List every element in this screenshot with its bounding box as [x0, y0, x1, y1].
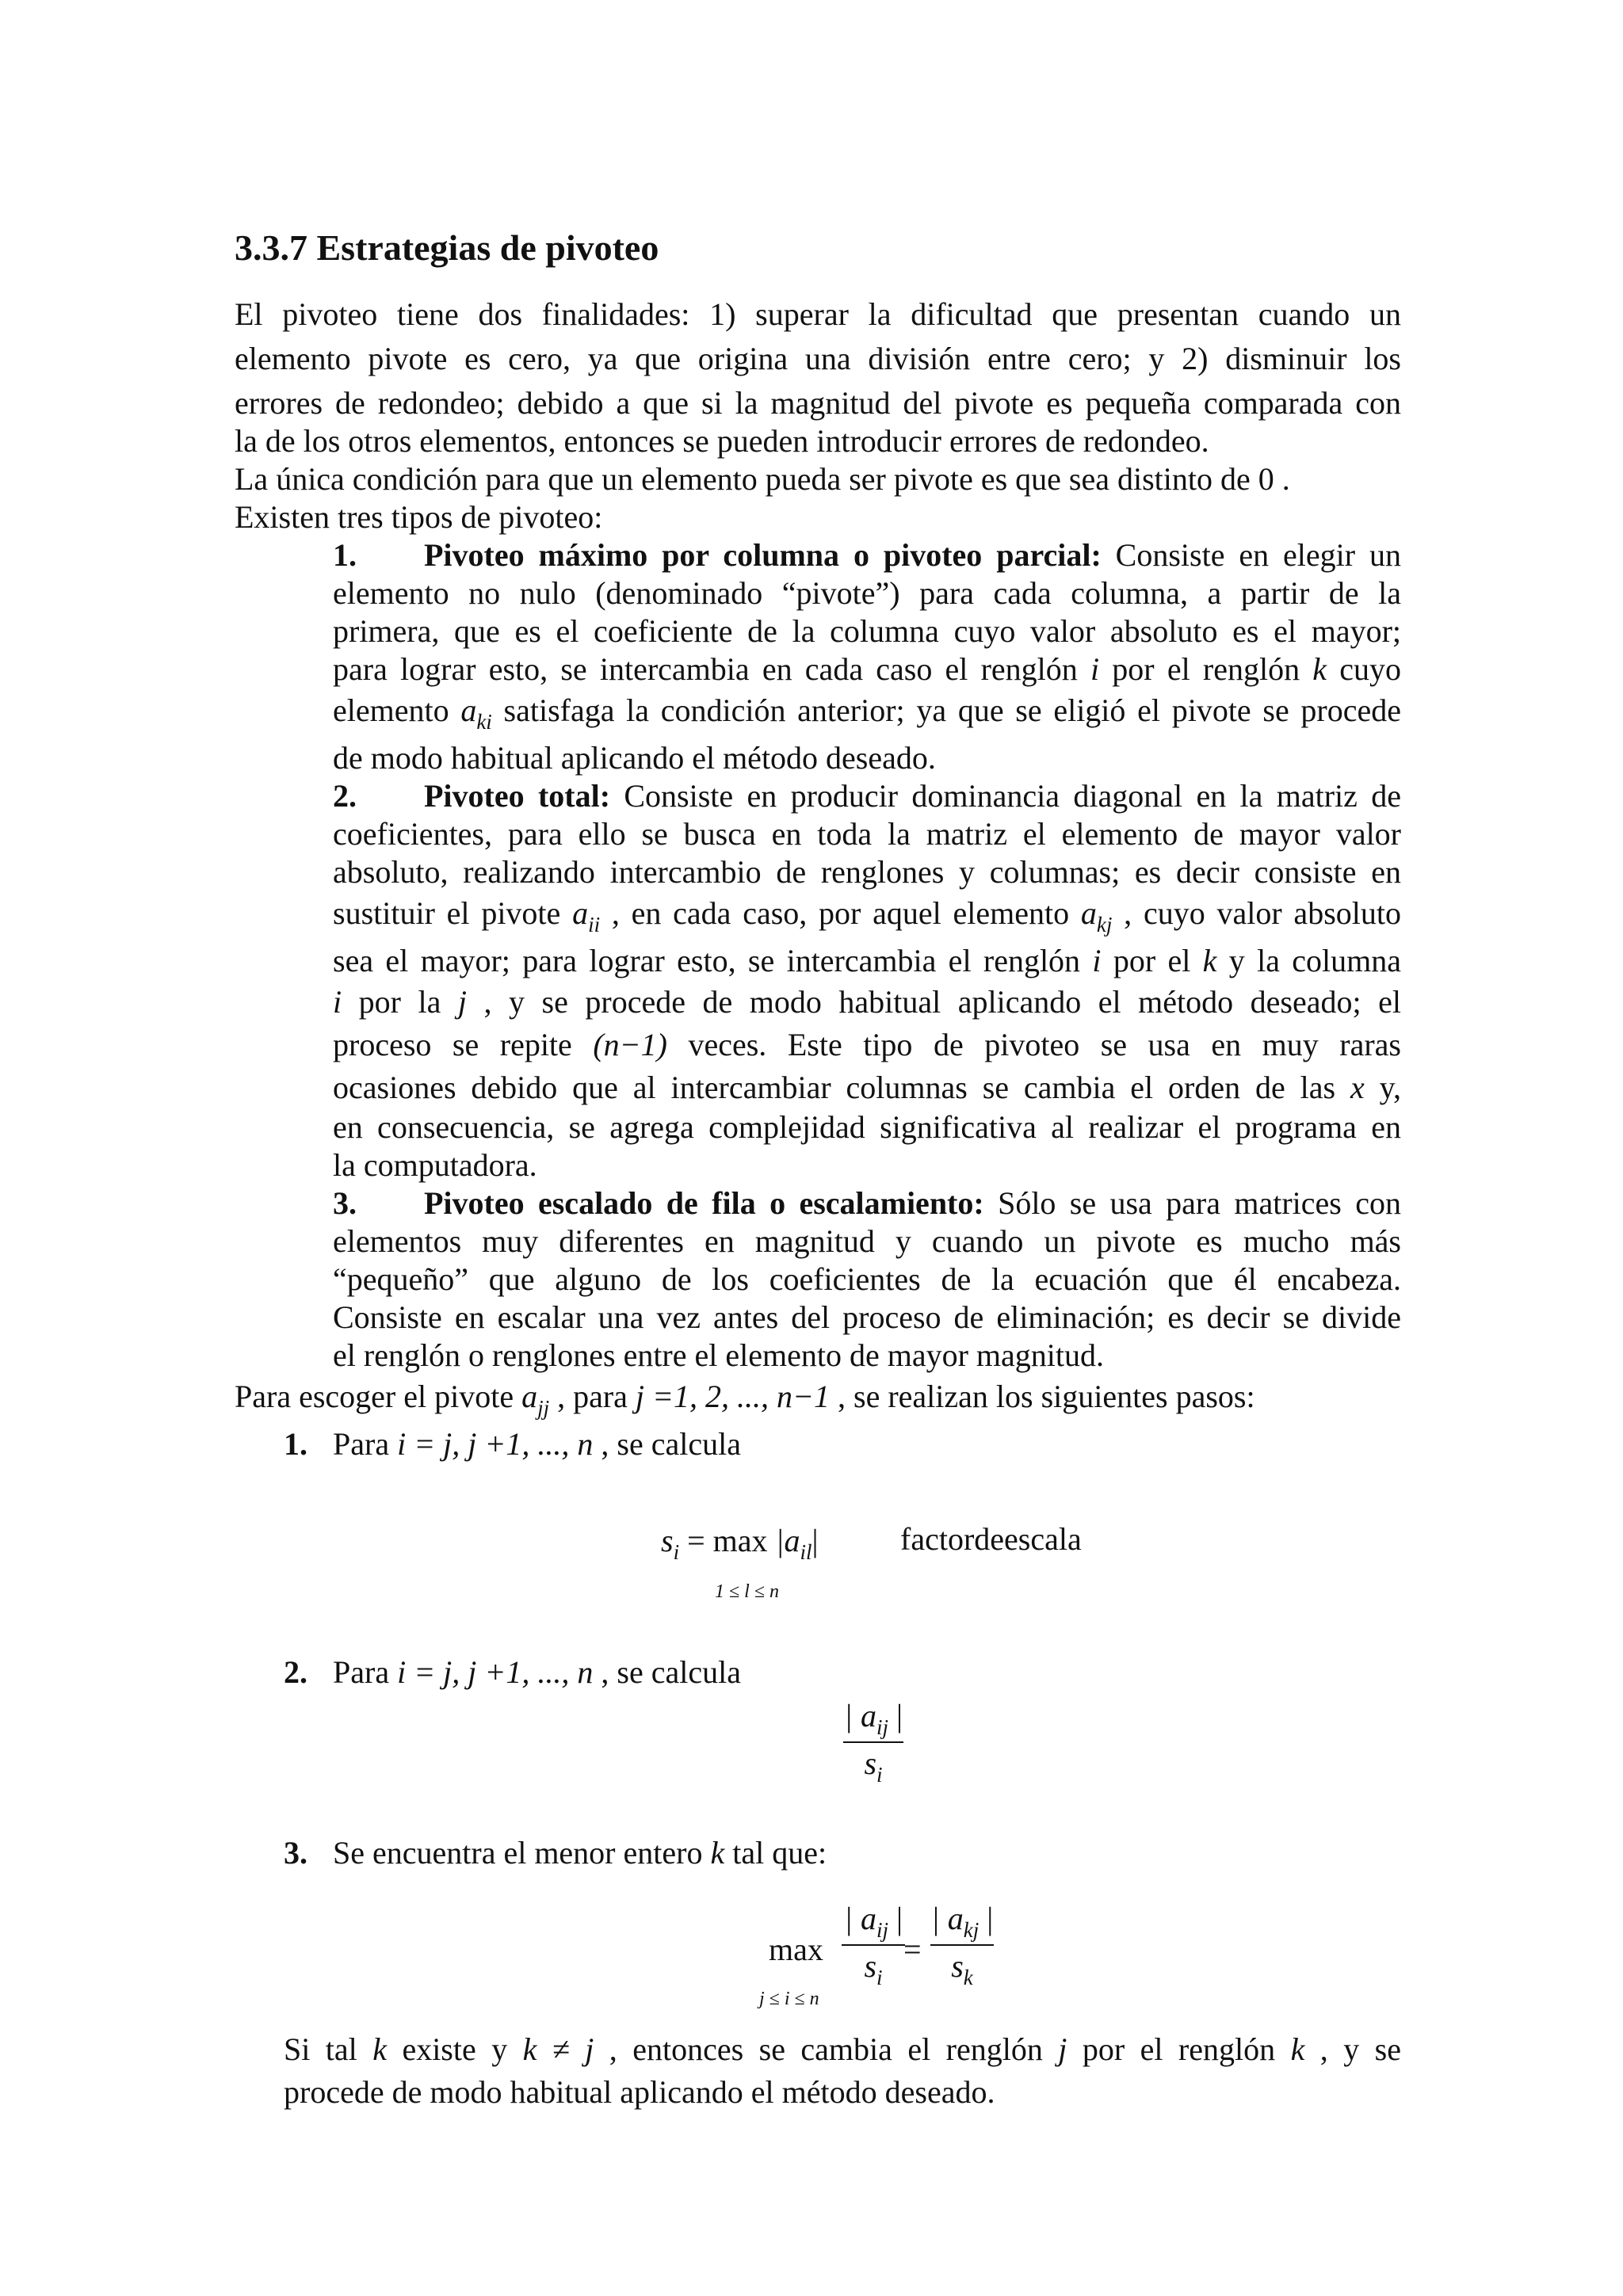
math-var: i [333, 984, 342, 1020]
step-text: Se encuentra el menor entero [333, 1835, 711, 1871]
item2-text: , cuyo valor absoluto [1112, 895, 1401, 931]
item3-line-5: el renglón o renglones entre el elemento de mayor magnitud. [333, 1337, 1105, 1373]
item2-text: ocasiones debido que al intercambiar columnas se cambia el orden de las [333, 1070, 1350, 1105]
math-var: s [864, 1948, 877, 1984]
item2-text: por el [1101, 943, 1203, 978]
fraction-numerator [842, 1900, 905, 1943]
math-var: i [1092, 943, 1102, 978]
item2-line-5 [333, 941, 1401, 981]
step-3 [284, 1833, 827, 1873]
step-1 [284, 1425, 741, 1464]
item2-number: 2. [333, 778, 357, 814]
math-var: a [1080, 895, 1097, 931]
step-text: Para [333, 1654, 398, 1690]
math-var: i [1090, 651, 1100, 687]
math-subscript: ii [588, 913, 601, 936]
math-var: | a [843, 1698, 876, 1733]
math-var: s [864, 1745, 877, 1781]
fraction-numerator [843, 1697, 903, 1740]
item1-text: Consiste en elegir un [1101, 537, 1402, 573]
item1-text: elemento [333, 692, 461, 728]
math-subscript: kj [1096, 913, 1113, 936]
math-var: k [710, 1835, 725, 1871]
item2-text: sustituir el pivote [333, 895, 573, 931]
fraction-numerator [930, 1900, 994, 1943]
fraction-denominator [842, 1947, 905, 1990]
math-var: s [951, 1948, 964, 1984]
item2-line-6 [333, 982, 1401, 1022]
item3-line-1 [333, 1184, 1401, 1223]
closing-text: , entonces se cambia el renglón [594, 2031, 1059, 2067]
item2-text: , en cada caso, por aquel elemento [600, 895, 1081, 931]
item2-text: por la [342, 984, 458, 1020]
closing-text: por el renglón [1067, 2031, 1291, 2067]
math-expression: i = j, j +1, ..., n [397, 1654, 594, 1690]
math-expression: (n−1) [593, 1027, 667, 1062]
steps-intro-text: , para [549, 1379, 636, 1414]
item1-line-1 [333, 536, 1401, 575]
item2-text: , y se procede de modo habitual aplicando el método deseado; el [467, 984, 1401, 1020]
intro-line-3: errores de redondeo; debido a que si la magnitud del pivote es pequeña comparada con [235, 385, 1401, 421]
step-text: Para [333, 1426, 398, 1462]
item2-line-3: absoluto, realizando intercambio de renglones y columnas; es decir consiste en [333, 854, 1401, 890]
math-subscript: jj [537, 1396, 550, 1420]
ratio-fraction [843, 1697, 903, 1787]
math-operator: | [979, 1901, 994, 1936]
item1-line-2: elemento no nulo (denominado “pivote”) para cada columna, a partir de la [333, 575, 1401, 611]
step-number: 1. [284, 1426, 307, 1462]
math-var: s [661, 1523, 674, 1558]
item3-line-2: elementos muy diferentes en magnitud y cuando un pivote es mucho más [333, 1223, 1401, 1259]
item3-line-3: “pequeño” que alguno de los coeficientes de la ecuación que él encabeza. [333, 1261, 1401, 1297]
math-var: k [372, 2031, 387, 2067]
ratio-fraction-2 [930, 1900, 994, 1990]
scale-factor-label: factordeescala [900, 1521, 1082, 1557]
equals-sign: = [903, 1932, 922, 1967]
closing-text: existe y [387, 2031, 523, 2067]
steps-intro-text: , se realizan los siguientes pasos: [830, 1379, 1255, 1414]
math-operator: | [812, 1523, 819, 1558]
item2-text: y, [1364, 1070, 1402, 1105]
item2-line-8 [333, 1068, 1401, 1108]
intro-line-5: La única condición para que un elemento pueda ser pivote es que sea distinto de 0 . [235, 461, 1290, 497]
math-var: a [460, 692, 477, 728]
item3-number: 3. [333, 1185, 357, 1221]
item1-text: satisfaga la condición anterior; ya que se eligió el pivote se procede [491, 692, 1401, 728]
closing-line-1 [284, 2030, 1401, 2069]
max-limits: j ≤ i ≤ n [759, 1989, 819, 2009]
item2-text: sea el mayor; para lograr esto, se intercambia el renglón [333, 943, 1093, 978]
ratio-fraction-1 [842, 1900, 905, 1990]
math-subscript: kj [963, 1918, 980, 1942]
item3-text: Sólo se usa para matrices con [983, 1185, 1401, 1221]
item2-text: veces. Este tipo de pivoteo se usa en muy raras [666, 1027, 1401, 1062]
math-var: | a [930, 1901, 964, 1936]
closing-text: , y se [1304, 2031, 1401, 2067]
math-subscript: i [876, 1966, 883, 1989]
step-2 [284, 1653, 741, 1692]
math-var: a [521, 1379, 538, 1414]
fraction-bar [930, 1944, 994, 1946]
math-subscript: il [800, 1540, 812, 1564]
step-text: , se calcula [593, 1426, 741, 1462]
closing-line-2: procede de modo habitual aplicando el método deseado. [284, 2074, 995, 2110]
item1-text: cuyo [1327, 651, 1401, 687]
item2-line-9: en consecuencia, se agrega complejidad significativa al realizar el programa en [333, 1109, 1401, 1145]
fraction-denominator [843, 1745, 903, 1787]
math-subscript: ki [476, 710, 492, 734]
item2-title: Pivoteo total: [424, 778, 611, 814]
math-expression: i = j, j +1, ..., n [397, 1426, 594, 1462]
intro-line-2: elemento pivote es cero, ya que origina una división entre cero; y 2) disminuir los [235, 341, 1401, 376]
section-heading: 3.3.7 Estrategias de pivoteo [235, 227, 659, 268]
steps-intro [235, 1377, 1255, 1428]
math-subscript: ij [876, 1715, 888, 1739]
math-subscript: i [876, 1763, 883, 1787]
math-var: k [1290, 2031, 1305, 2067]
item1-text: por el renglón [1099, 651, 1313, 687]
steps-intro-text: Para escoger el pivote [235, 1379, 522, 1414]
math-var: j [1058, 2031, 1067, 2067]
fraction-denominator [930, 1947, 994, 1990]
item2-text: proceso se repite [333, 1027, 594, 1062]
step-text: , se calcula [593, 1654, 741, 1690]
math-expression: j =1, 2, ..., n−1 [635, 1379, 831, 1414]
math-operator: = max [679, 1523, 776, 1558]
math-var: k [1202, 943, 1217, 978]
item1-number: 1. [333, 537, 357, 573]
fraction-bar [842, 1944, 905, 1946]
intro-line-6: Existen tres tipos de pivoteo: [235, 499, 603, 535]
item1-line-5 [333, 691, 1401, 742]
item3-title: Pivoteo escalado de fila o escalamiento: [424, 1185, 984, 1221]
math-operator: | [888, 1901, 903, 1936]
math-subscript: ij [876, 1918, 888, 1942]
step-text: tal que: [724, 1835, 827, 1871]
item2-line-10: la computadora. [333, 1147, 537, 1183]
item1-line-3: primera, que es el coeficiente de la columna cuyo valor absoluto es el mayor; [333, 613, 1401, 649]
intro-line-1: El pivoteo tiene dos finalidades: 1) superar la dificultad que presentan cuando un [235, 296, 1401, 332]
math-var: k [1312, 651, 1327, 687]
closing-text: Si tal [284, 2031, 373, 2067]
item2-text: Consiste en producir dominancia diagonal en la matriz de [610, 778, 1401, 814]
math-subscript: i [673, 1540, 680, 1564]
item1-line-4 [333, 650, 1401, 689]
math-var: | a [843, 1901, 876, 1936]
math-var: a [572, 895, 589, 931]
math-expression: k ≠ j [522, 2031, 594, 2067]
intro-line-4: la de los otros elementos, entonces se pueden introducir errores de redondeo. [235, 423, 1209, 459]
math-var: x [1350, 1070, 1365, 1105]
item3-line-4: Consiste en escalar una vez antes del proceso de eliminación; es decir se divide [333, 1299, 1401, 1335]
math-var: |a [775, 1523, 800, 1558]
item2-line-7 [333, 1025, 1401, 1065]
item2-line-4 [333, 894, 1401, 944]
item1-title: Pivoteo máximo por columna o pivoteo parcial: [424, 537, 1102, 573]
item1-line-6: de modo habitual aplicando el método deseado. [333, 740, 936, 776]
item2-text: y la columna [1216, 943, 1401, 978]
math-operator: | [888, 1698, 903, 1733]
fraction-bar [843, 1741, 903, 1743]
scale-factor-equation [661, 1521, 819, 1572]
max-operator: max [769, 1932, 823, 1967]
math-var: j [457, 984, 467, 1020]
max-limits: 1 ≤ l ≤ n [715, 1581, 780, 1602]
item2-line-1 [333, 776, 1401, 816]
math-subscript: k [963, 1966, 973, 1989]
item2-line-2: coeficientes, para ello se busca en toda la matriz el elemento de mayor valor [333, 816, 1401, 852]
item1-text: para lograr esto, se intercambia en cada caso el renglón [333, 651, 1090, 687]
step-number: 3. [284, 1835, 307, 1871]
step-number: 2. [284, 1654, 307, 1690]
